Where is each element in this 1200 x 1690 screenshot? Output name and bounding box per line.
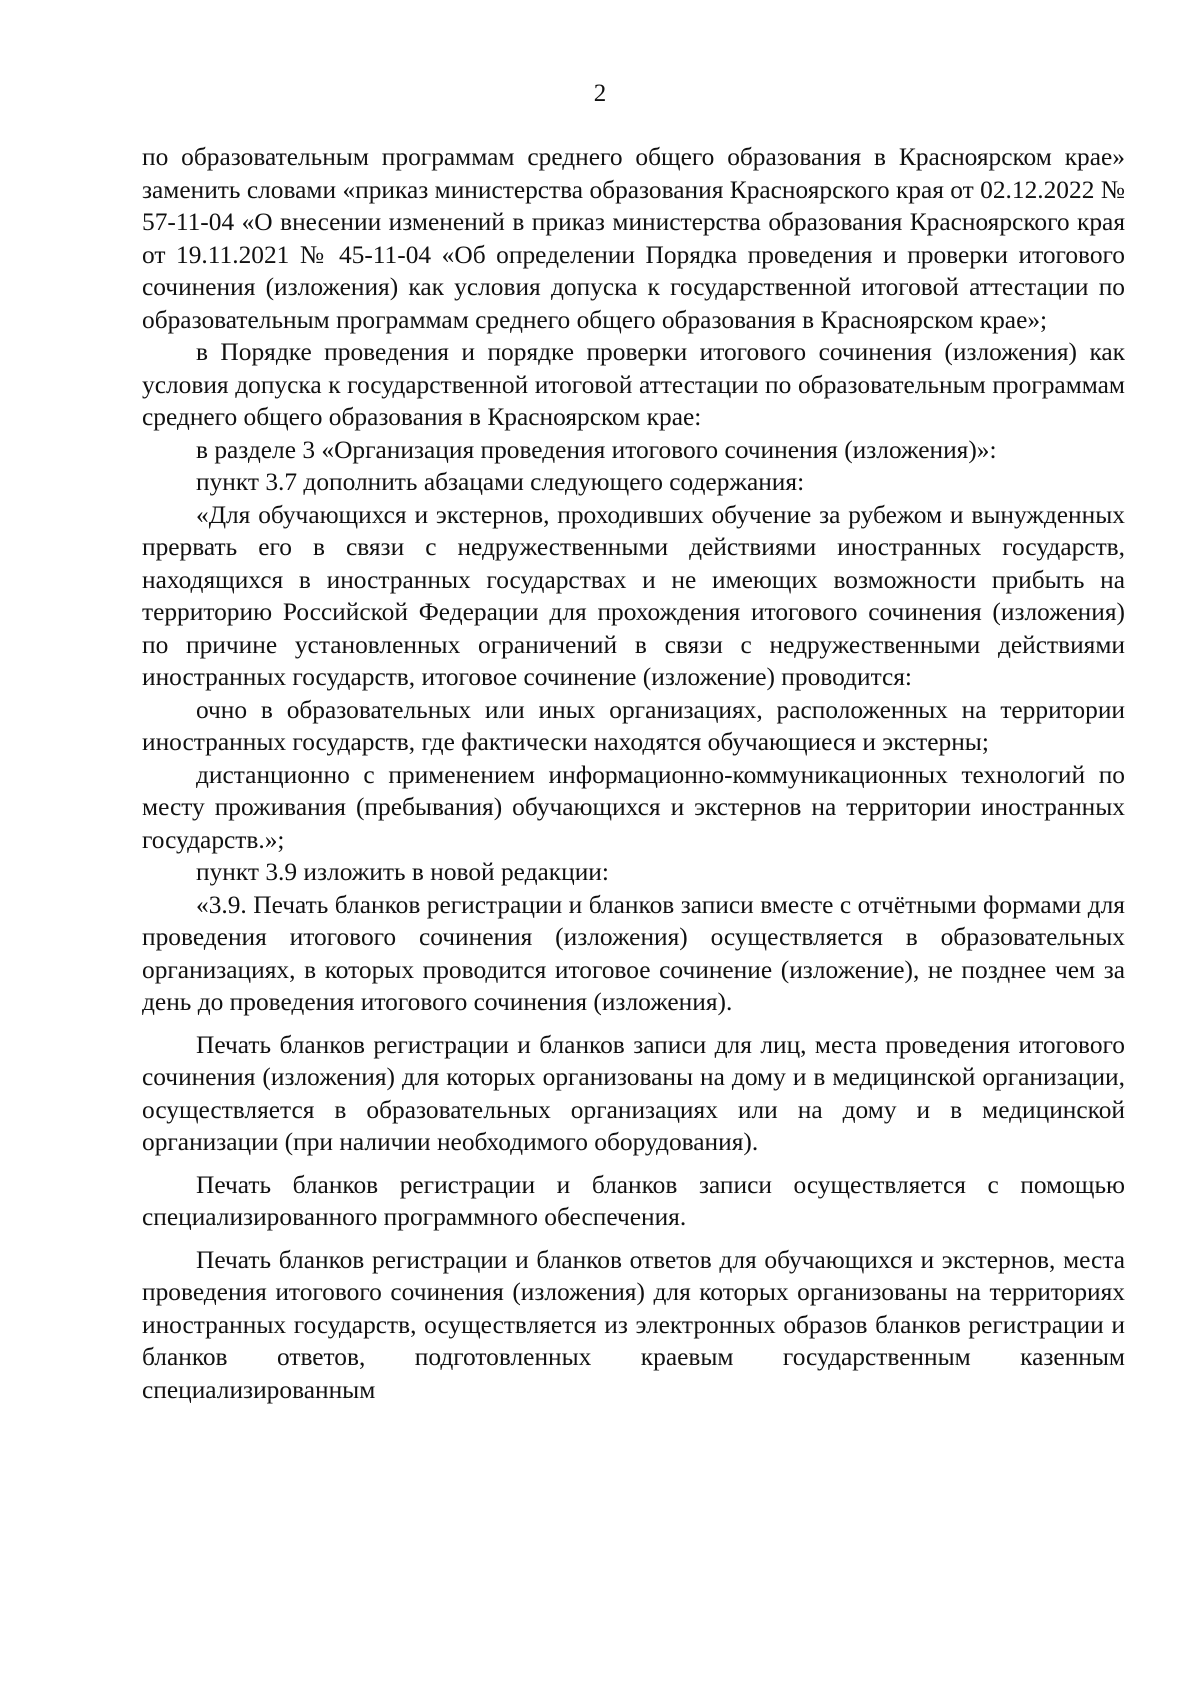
paragraph: «Для обучающихся и экстернов, проходивших обучение за рубежом и вынужденных прервать его в связи с недружественными действиями иностранных государств, находящихся в иностранных государствах и не имеющих возможности прибыть на территорию Российской Федерации для прохождения итогового сочинения (изложения) по причине установленных ограничений в связи с недружественными действиями иностранных государств, итоговое сочинение (изложение) проводится: (142, 500, 1125, 691)
paragraph: в Порядке проведения и порядке проверки итогового сочинения (изложения) как условия допуска к государственной итоговой аттестации по образовательным программам среднего общего образования в Красноярском крае: (142, 338, 1125, 431)
document-body (142, 141, 1125, 1406)
paragraph: Печать бланков регистрации и бланков записи осуществляется с помощью специализированного программного обеспечения. (142, 1170, 1125, 1231)
paragraph: пункт 3.9 изложить в новой редакции: (196, 858, 609, 886)
paragraph: по образовательным программам среднего общего образования в Красноярском крае» заменить словами «приказ министерства образования Красноярского края от 02.12.2022 № 57-11-04 «О внесении изменений в приказ министерства образования Красноярского края от 19.11.2021 № 45-11-04 «Об определении Порядка проведения и проверки итогового сочинения (изложения) как условия допуска к государственной итоговой аттестации по образовательным программам среднего общего образования в Красноярском крае»; (142, 143, 1125, 334)
paragraph: Печать бланков регистрации и бланков ответов для обучающихся и экстернов, места проведения итогового сочинения (изложения) для которых организованы на территориях иностранных государств, осуществляется из электронных образов бланков регистрации и бланков ответов, подготовленных краевым государственным казенным специализированным (142, 1245, 1125, 1404)
paragraph: очно в образовательных или иных организациях, расположенных на территории иностранных государств, где фактически находятся обучающиеся и экстерны; (142, 695, 1125, 756)
paragraph: «3.9. Печать бланков регистрации и бланков записи вместе с отчётными формами для проведения итогового сочинения (изложения) осуществляется в образовательных организациях, в которых проводится итоговое сочинение (изложение), не позднее чем за день до проведения итогового сочинения (изложения). (142, 890, 1125, 1016)
page-number: 2 (593, 80, 607, 107)
paragraph: пункт 3.7 дополнить абзацами следующего содержания: (196, 468, 805, 496)
paragraph: дистанционно с применением информационно-коммуникационных технологий по месту проживания (пребывания) обучающихся и экстернов на территории иностранных государств.»; (142, 760, 1125, 854)
paragraph: в разделе 3 «Организация проведения итогового сочинения (изложения)»: (196, 435, 997, 464)
paragraph: Печать бланков регистрации и бланков записи для лиц, места проведения итогового сочинения (изложения) для которых организованы на дому и в медицинской организации, осуществляется в образовательных организациях или на дому и в медицинской организации (при наличии необходимого оборудования). (142, 1030, 1125, 1156)
